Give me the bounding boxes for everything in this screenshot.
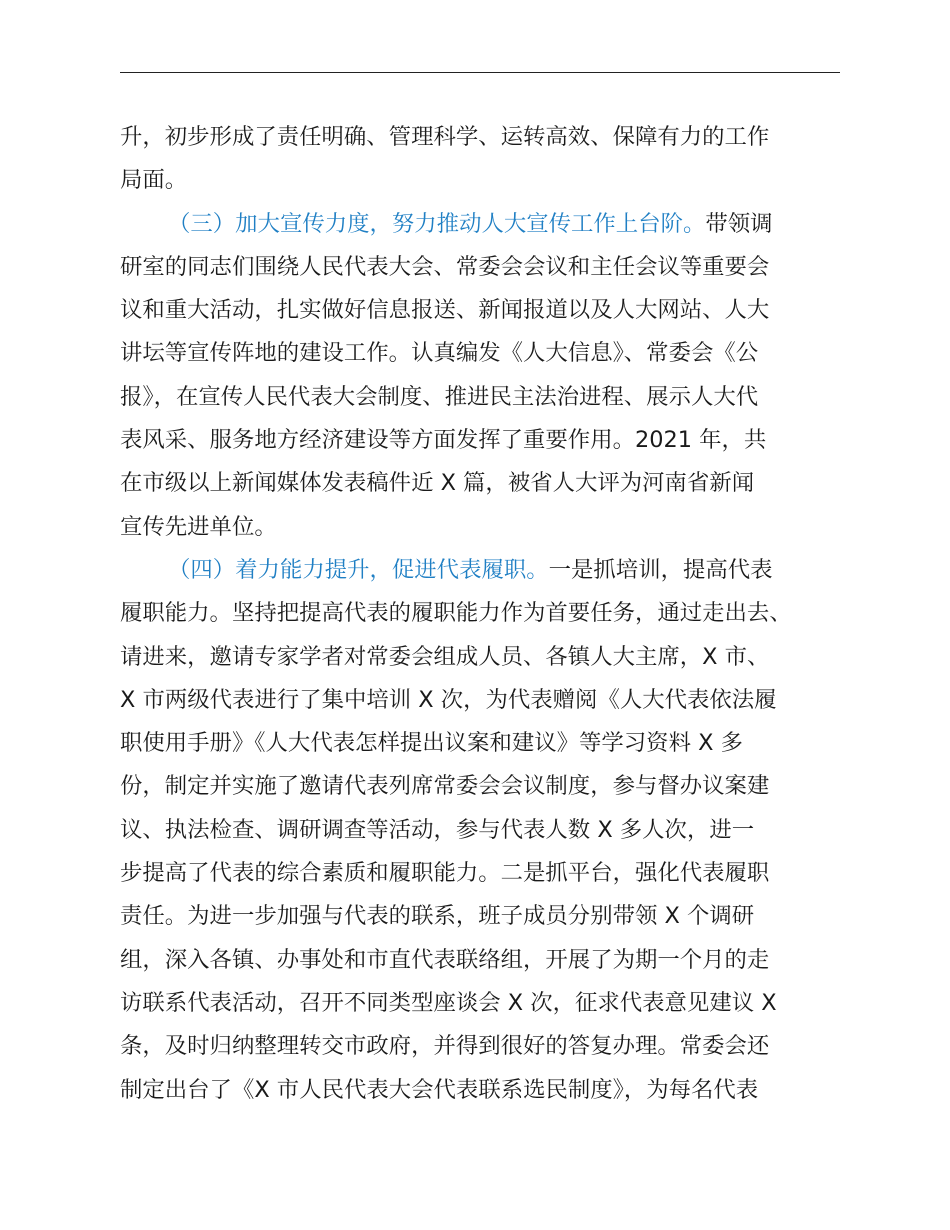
text-line: 职使用手册》《人大代表怎样提出议案和建议》等学习资料 X 多 <box>120 730 743 757</box>
text-line: 履职能力。坚持把提高代表的履职能力作为首要任务，通过走出去、 <box>120 600 792 627</box>
text-line: 步提高了代表的综合素质和履职能力。二是抓平台，强化代表履职 <box>120 860 770 887</box>
text-line: 报》，在宣传人民代表大会制度、推进民主法治进程、展示人大代 <box>120 383 759 410</box>
text-line: 局面。 <box>120 167 188 194</box>
text-line: 议、执法检查、调研调查等活动，参与代表人数 X 多人次，进一 <box>120 816 755 843</box>
text-line: 组，深入各镇、办事处和市直代表联络组，开展了为期一个月的走 <box>120 946 770 973</box>
text-line: 请进来，邀请专家学者对常委会组成人员、各镇人大主席，X 市、 <box>120 643 770 670</box>
text-line: 宣传先进单位。 <box>120 513 277 540</box>
paragraph-first-line <box>120 203 840 246</box>
text-line: 研室的同志们围绕人民代表大会、常委会会议和主任会议等重要会 <box>120 253 770 280</box>
text-line: 议和重大活动，扎实做好信息报送、新闻报道以及人大网站、人大 <box>120 297 770 324</box>
header-rule <box>120 72 840 73</box>
text-line: 在市级以上新闻媒体发表稿件近 X 篇，被省人大评为河南省新闻 <box>120 470 755 497</box>
text-line: 升，初步形成了责任明确、管理科学、运转高效、保障有力的工作 <box>120 124 770 150</box>
text-line: 制定出台了《X 市人民代表大会代表联系选民制度》，为每名代表 <box>120 1076 759 1103</box>
document-body <box>120 116 840 1112</box>
text-line: 份，制定并实施了邀请代表列席常委会会议制度，参与督办议案建 <box>120 773 770 800</box>
paragraph-first-line <box>120 549 840 592</box>
text-line: 讲坛等宣传阵地的建设工作。认真编发《人大信息》、常委会《公 <box>120 340 759 367</box>
text-line: 条，及时归纳整理转交市政府，并得到很好的答复办理。常委会还 <box>120 1033 770 1060</box>
text-line: X 市两级代表进行了集中培训 X 次，为代表赠阅《人大代表依法履 <box>120 686 777 713</box>
section-heading: （三）加大宣传力度，努力推动人大宣传工作上台阶。 <box>168 210 706 237</box>
text-line: 表风采、服务地方经济建设等方面发挥了重要作用。2021 年，共 <box>120 427 767 454</box>
section-heading: （四）着力能力提升，促进代表履职。 <box>168 556 549 583</box>
text-line: 访联系代表活动，召开不同类型座谈会 X 次，征求代表意见建议 X <box>120 989 777 1016</box>
text-run: 一是抓培训，提高代表 <box>548 556 773 583</box>
text-run: 带领调 <box>705 210 773 237</box>
text-line: 责任。为进一步加强与代表的联系，班子成员分别带领 X 个调研 <box>120 903 755 930</box>
